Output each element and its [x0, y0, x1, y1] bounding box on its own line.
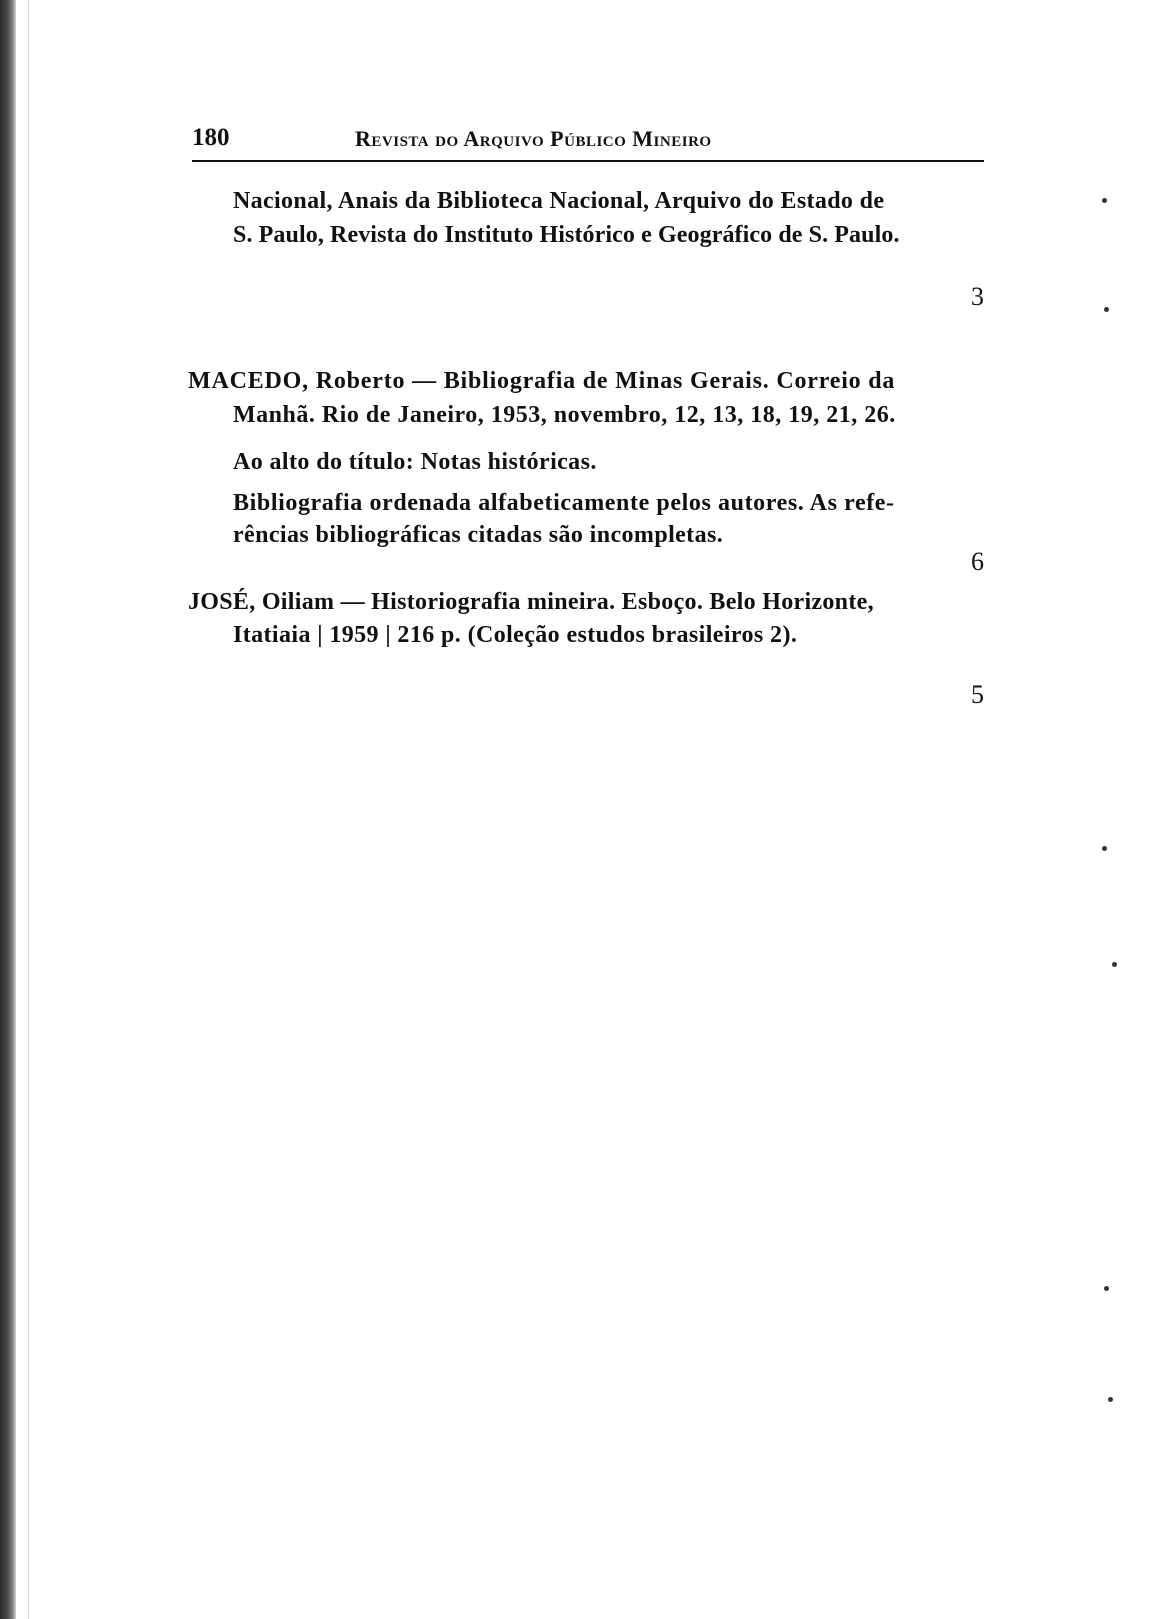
page-binding-edge: [0, 0, 16, 1619]
margin-speck: [1102, 846, 1107, 851]
running-header: [192, 120, 984, 162]
entry-note-2-line-2: rências bibliográficas citadas são incompletas.: [233, 522, 724, 548]
continuation-line-2: S. Paulo, Revista do Instituto Histórico e Geográfico de S. Paulo.: [233, 222, 900, 248]
entry-number: 3: [971, 282, 984, 311]
margin-speck: [1108, 1397, 1113, 1402]
entry-note-1: Ao alto do título: Notas históricas.: [233, 449, 597, 475]
margin-speck: [1104, 307, 1109, 312]
page-binding-line: [28, 0, 29, 1619]
entry-citation-line-1: MACEDO, Roberto — Bibliografia de Minas Gerais. Correio da: [188, 368, 896, 394]
margin-speck: [1102, 198, 1107, 203]
entry-number: 6: [971, 547, 984, 576]
running-title: Revista do Arquivo Público Mineiro: [355, 126, 712, 151]
page-number: 180: [192, 124, 230, 151]
entry-citation-line-2: Manhã. Rio de Janeiro, 1953, novembro, 12, 13, 18, 19, 21, 26.: [233, 402, 896, 428]
margin-speck: [1104, 1286, 1109, 1291]
margin-speck: [1112, 962, 1117, 967]
entry-citation-line-2: Itatiaia | 1959 | 216 p. (Coleção estudos brasileiros 2).: [233, 622, 798, 648]
continuation-line-1: Nacional, Anais da Biblioteca Nacional, Arquivo do Estado de: [233, 188, 885, 214]
entry-citation-line-1: JOSÉ, Oiliam — Historiografia mineira. Esboço. Belo Horizonte,: [188, 589, 874, 615]
trailing-entry-number: 5: [971, 680, 984, 709]
entry-note-2-line-1: Bibliografia ordenada alfabeticamente pelos autores. As refe-: [233, 490, 895, 516]
